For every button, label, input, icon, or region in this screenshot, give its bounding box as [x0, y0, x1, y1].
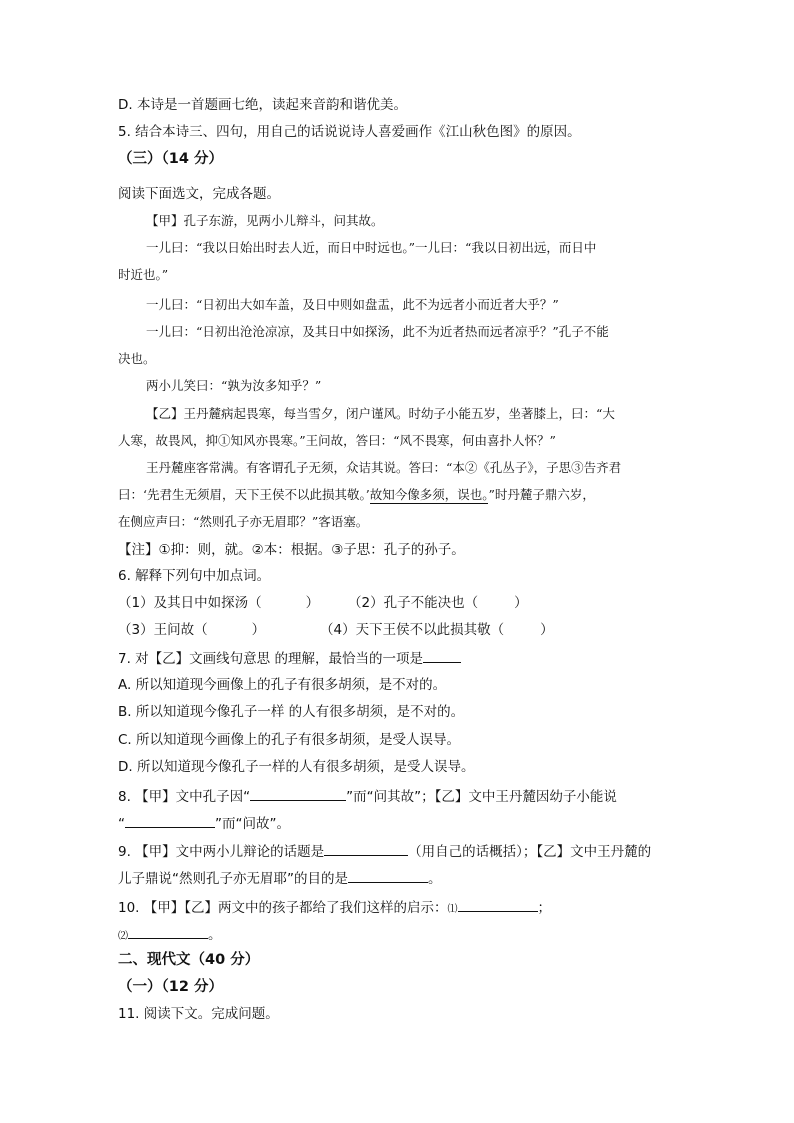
q7-option-d: D. 所以知道现今像孔子一样的人有很多胡须，是受人误导。 [118, 759, 475, 775]
question-10-cont: ⑵ 。 [118, 924, 222, 946]
passage-jia-line: 决也。 [118, 351, 156, 366]
passage-jia-line: 时近也。” [118, 267, 169, 282]
passage-jia-line: 一儿曰：“日初出大如车盖，及日中则如盘盂，此不为远者小而近者大乎？” [146, 297, 559, 312]
question-8-cont: “ ”而“问故”。 [118, 813, 290, 833]
answer-blank[interactable] [324, 841, 408, 856]
subsection-heading: （一）（12 分） [118, 979, 223, 995]
question-6: 6. 解释下列句中加点词。 [118, 568, 271, 584]
question-10: 10. 【甲】【乙】两文中的孩子都给了我们这样的启示：⑴ ； [118, 897, 551, 919]
answer-blank[interactable] [128, 924, 208, 939]
q7-option-b: B. 所以知道现今像孔子一样 的人有很多胡须，是不对的。 [118, 704, 465, 720]
answer-blank[interactable] [458, 897, 538, 912]
passage-yi-line: 在侧应声曰：“然则孔子亦无眉耶？”客语塞。 [118, 514, 369, 529]
answer-blank[interactable] [348, 868, 428, 883]
question-9-cont: 儿子鼎说“然则孔子亦无眉耶”的目的是 。 [118, 868, 442, 888]
question-8: 8. 【甲】文中孔子因“ ”而“问其故”；【乙】文中王丹麓因幼子小能说 [118, 786, 617, 806]
reading-instruction: 阅读下面选文，完成各题。 [118, 186, 280, 202]
question-7: 7. 对【乙】文画线句意思 的理解，最恰当的一项是 [118, 648, 461, 668]
option-d-text: D. 本诗是一首题画七绝，读起来音韵和谐优美。 [118, 97, 407, 113]
answer-blank[interactable] [125, 813, 215, 828]
question-11: 11. 阅读下文。完成问题。 [118, 1006, 279, 1022]
passage-jia-line: 【甲】孔子东游，见两小儿辩斗，问其故。 [146, 213, 384, 228]
q7-option-c: C. 所以知道现今画像上的孔子有很多胡须，是受人误导。 [118, 732, 461, 748]
passage-jia-line: 两小儿笑曰：“孰为汝多知乎？” [146, 378, 322, 393]
q6-item-4: （4）天下王侯不以此损其敬（ ） [320, 622, 554, 638]
annotation-note: 【注】①抑：则，就。②本：根据。③子思：孔子的孙子。 [118, 542, 465, 558]
passage-jia-line: 一儿曰：“日初出沧沧凉凉，及其日中如探汤，此不为近者热而远者凉乎？”孔子不能 [146, 324, 609, 339]
answer-blank[interactable] [250, 786, 346, 801]
q7-option-a: A. 所以知道现今画像上的孔子有很多胡须，是不对的。 [118, 677, 447, 693]
passage-yi-line: 曰：‘先君生无须眉，天下王侯不以此损其敬。’故知今像多须，误也。”时丹麓子鼎六岁， [118, 487, 595, 502]
section-three-heading: （三）（14 分） [118, 151, 223, 167]
section-two-heading: 二、现代文（40 分） [118, 952, 260, 968]
passage-yi-line: 王丹麓座客常满。有客谓孔子无须，众诘其说。答曰：“本②《孔丛子》，子思③告齐君 [146, 460, 622, 475]
answer-blank[interactable] [423, 648, 461, 663]
question-9: 9. 【甲】文中两小儿辩论的话题是 （用自己的话概括）；【乙】文中王丹麓的 [118, 841, 651, 861]
passage-yi-line: 人寒，故畏风，抑①知风亦畏寒。”王问故，答曰：“风不畏寒，何由喜扑人怀？” [118, 433, 556, 448]
q6-item-3: （3）王问故（ ） [118, 622, 266, 638]
q6-item-1: （1）及其日中如探汤（ ） [118, 595, 320, 611]
passage-yi-line: 【乙】王丹麓病起畏寒，每当雪夕，闭户谨风。时幼子小能五岁，坐著膝上，曰：“大 [146, 406, 615, 421]
passage-jia-line: 一儿曰：“我以日始出时去人近，而日中时远也。”一儿曰：“我以日初出远，而日中 [146, 240, 597, 255]
underlined-sentence: 故知今像多须，误也。 [369, 487, 489, 502]
q6-item-2: （2）孔子不能决也（ ） [348, 595, 528, 611]
question-5: 5. 结合本诗三、四句，用自己的话说说诗人喜爱画作《江山秋色图》的原因。 [118, 124, 581, 140]
